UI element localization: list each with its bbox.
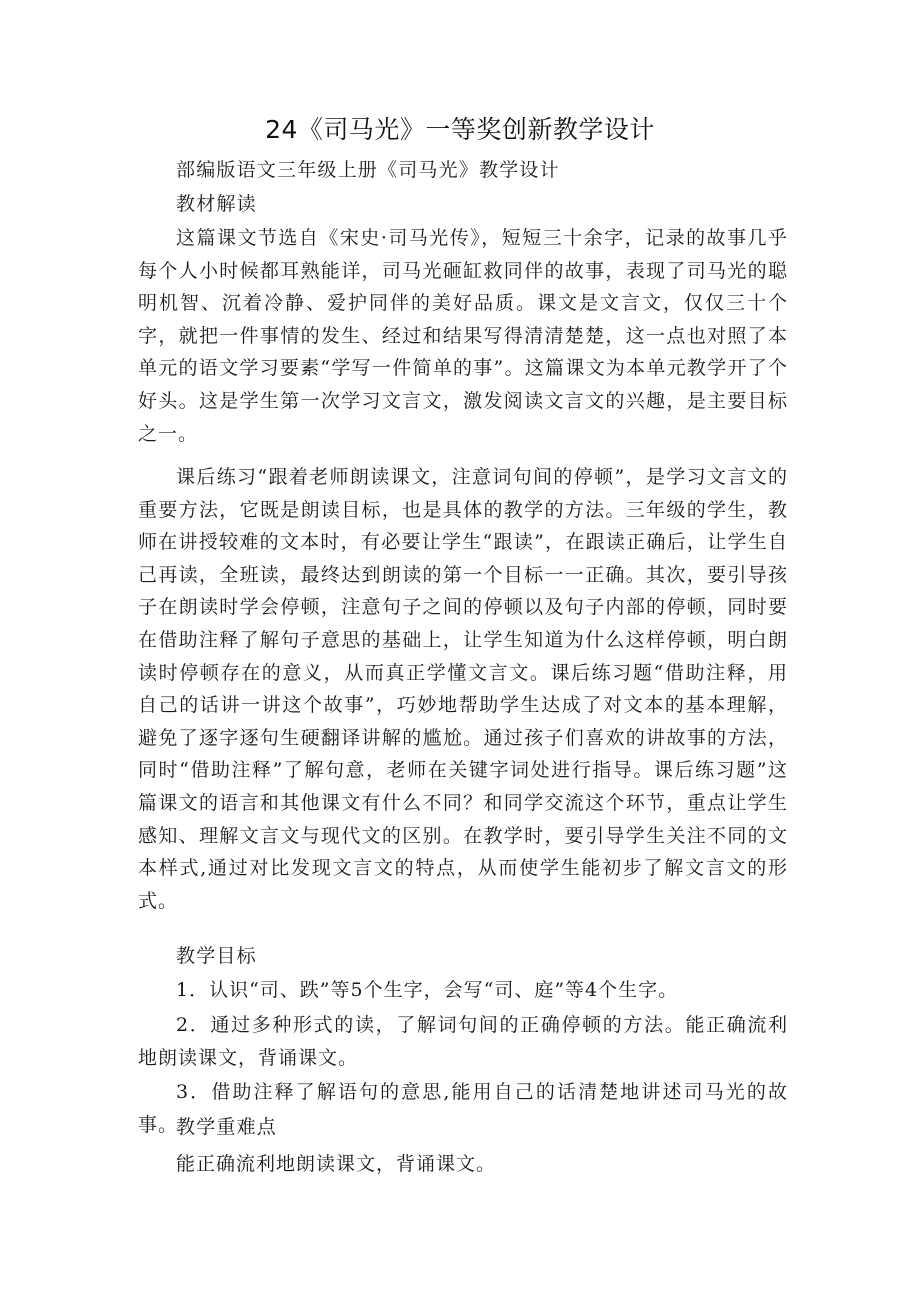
section-heading-goals: 教学目标 — [176, 945, 257, 967]
goal-item-3: 3．借助注释了解语句的意思,能用自己的话清楚地讲述司马光的故事。 — [138, 1081, 788, 1136]
paragraph-material-1: 这篇课文节选自《宋史·司马光传》，短短三十余字，记录的故事几乎每个人小时候都耳熟能详，司马光砸缸救同伴的故事，表现了司马光的聪明机智、沉着冷静、爱护同伴的美好品质。课文是文言文，仅仅三十个字，就把一件事情的发生、经过和结果写得清清楚楚，这一点也对照了本单元的语文学习要素“学写一件简单的事”。这篇课文为本单元教学开了个好头。这是学生第一次学习文言文，激发阅读文言文的兴趣，是主要目标之一。 — [138, 227, 788, 445]
document-subtitle: 部编版语文三年级上册《司马光》教学设计 — [176, 159, 560, 181]
paragraph-material-2: 课后练习“跟着老师朗读课文，注意词句间的停顿”，是学习文言文的重要方法，它既是朗读目标，也是具体的教学的方法。三年级的学生，教师在讲授较难的文本时，有必要让学生“跟读”，在跟读正确后，让学生自己再读，全班读，最终达到朗读的第一个目标一一正确。其次，要引导孩子在朗读时学会停顿，注意句子之间的停顿以及句子内部的停顿，同时要在借助注释了解句子意思的基础上，让学生知道为什么这样停顿，明白朗读时停顿存在的意义，从而真正学懂文言文。课后练习题“借助注释，用自己的话讲一讲这个故事”，巧妙地帮助学生达成了对文本的基本理解，避免了逐字逐句生硬翻译讲解的尴尬。通过孩子们喜欢的讲故事的方法，同时“借助注释”了解句意，老师在关键字词处进行指导。课后练习题”这篇课文的语言和其他课文有什么不同？和同学交流这个环节，重点让学生感知、理解文言文与现代文的区别。在教学时，要引导学生关注不同的文本样式,通过对比发现文言文的特点，从而使学生能初步了解文言文的形式。 — [138, 466, 788, 912]
section-heading-key-points: 教学重难点 — [176, 1116, 278, 1138]
section-heading-material: 教材解读 — [176, 193, 257, 215]
document-title: 24《司马光》一等奖创新教学设计 — [265, 115, 655, 144]
goal-item-2: 2．通过多种形式的读，了解词句间的正确停顿的方法。能正确流利地朗读课文，背诵课文。 — [138, 1014, 788, 1069]
goal-item-1: 1．认识“司、跌”等5个生字，会写“司、庭”等4个生字。 — [176, 979, 679, 1001]
key-points-text: 能正确流利地朗读课文，背诵课文。 — [176, 1153, 497, 1175]
